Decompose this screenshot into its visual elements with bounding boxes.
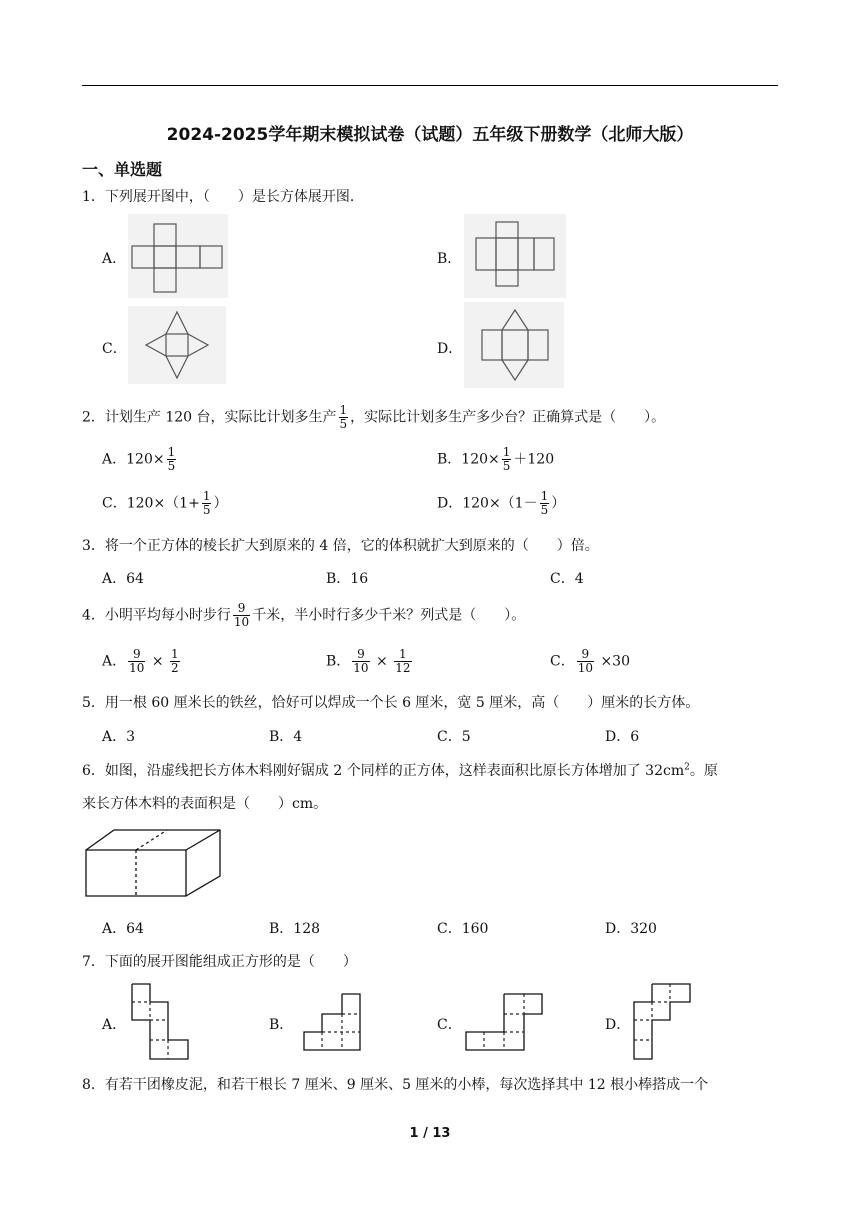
q2-stem-part2: ，实际比计划多生产多少台？正确算式是（ ）。 — [350, 409, 666, 426]
q2-option-d-num: 1 — [540, 489, 549, 503]
q2-option-d — [437, 490, 565, 517]
q4-stem-part2: 千米，半小时行多少千米？列式是（ ）。 — [252, 607, 526, 624]
q4-option-b-operator: × — [376, 653, 388, 670]
q2-option-c — [102, 490, 227, 517]
q4-fraction-den: 10 — [233, 615, 250, 629]
q1-figure-a — [128, 214, 228, 298]
q4-fraction — [233, 602, 250, 629]
q4-option-a-operator: × — [151, 653, 164, 670]
q4-option-a-f1-den: 10 — [129, 661, 145, 675]
q1-net-b — [464, 214, 566, 298]
q2-option-a-fraction — [167, 446, 177, 473]
q1-figure-c — [128, 306, 226, 384]
q6-cuboid-figure — [84, 828, 226, 898]
q1-option-c-label: C． — [102, 341, 127, 357]
q4-stem-part1: 4．小明平均每小时步行 — [82, 607, 231, 624]
q4-option-c-label: C． — [550, 653, 575, 670]
q2-option-b-fraction — [502, 446, 512, 473]
q2-option-c-fraction — [202, 490, 212, 517]
q1-figure-d — [464, 302, 564, 388]
question-6-stem-line1 — [82, 760, 718, 780]
q6-option-a: A．64 — [102, 921, 144, 937]
q4-option-c — [550, 648, 630, 675]
q5-option-a: A．3 — [102, 729, 136, 745]
q2-option-d-den: 5 — [540, 503, 549, 517]
q4-option-a-fraction-2 — [170, 648, 180, 675]
q2-option-d-label: D． — [437, 495, 463, 512]
q4-option-a-fraction-1 — [128, 648, 145, 675]
q4-option-c-num: 9 — [577, 648, 594, 662]
q2-option-a-num: 1 — [167, 445, 176, 459]
page-title: 2024-2025学年期末模拟试卷（试题）五年级下册数学（北师大版） — [166, 125, 694, 145]
q6-stem-part1: 6．如图，沿虚线把长方体木料刚好锯成 2 个同样的正方体，这样表面积比原长方体增加了 32cm — [82, 763, 685, 779]
q4-option-b — [326, 648, 414, 675]
question-1-stem: 1．下列展开图中，（ ）是长方体展开图． — [82, 189, 364, 205]
question-2-stem — [82, 404, 665, 431]
q3-option-b: B．16 — [326, 571, 369, 587]
question-5-stem: 5．用一根 60 厘米长的铁丝，恰好可以焊成一个长 6 厘米，宽 5 厘米，高（ ）厘米的长方体。 — [82, 695, 700, 711]
q2-option-c-post: ） — [213, 495, 228, 512]
q4-option-a — [102, 648, 182, 675]
q2-fraction-den: 5 — [339, 417, 348, 431]
q7-net-b — [302, 992, 366, 1054]
q7-option-c-label: C． — [437, 1017, 462, 1033]
q2-option-b-label: B． — [437, 451, 462, 468]
question-3-stem: 3．将一个正方体的棱长扩大到原来的 4 倍，它的体积就扩大到原来的（ ）倍。 — [82, 538, 599, 554]
q2-option-c-den: 5 — [202, 503, 211, 517]
question-7-stem: 7．下面的展开图能组成正方形的是（ ） — [82, 954, 357, 970]
question-6-stem-line2: 来长方体木料的表面积是（ ）cm。 — [82, 796, 328, 812]
q1-option-a-label: A． — [102, 251, 127, 267]
q5-option-d: D．6 — [605, 729, 640, 745]
q7-option-b-label: B． — [269, 1017, 294, 1033]
q2-option-b — [437, 446, 554, 473]
q6-option-c: C．160 — [437, 921, 489, 937]
q2-option-c-pre: 120×（1+ — [126, 495, 200, 512]
q2-option-c-label: C． — [102, 495, 127, 512]
q3-option-a: A．64 — [102, 571, 144, 587]
q7-net-d — [632, 982, 694, 1062]
q4-option-a-f2-den: 2 — [171, 661, 179, 675]
q2-option-c-num: 1 — [202, 489, 211, 503]
q6-stem-part2: 。原 — [689, 763, 718, 779]
q2-option-d-fraction — [540, 490, 550, 517]
q4-fraction-num: 9 — [233, 602, 250, 616]
q6-superscript: 2 — [684, 762, 690, 773]
q2-option-b-num: 1 — [502, 445, 511, 459]
q2-option-b-post: ＋120 — [513, 451, 555, 468]
q2-option-b-pre: 120× — [461, 451, 500, 468]
q1-net-c — [128, 306, 226, 384]
q4-option-b-f2-den: 12 — [395, 661, 411, 675]
q3-option-c: C．4 — [550, 571, 584, 587]
q2-fraction — [339, 404, 349, 431]
q7-net-c — [464, 992, 546, 1054]
q5-option-c: C．5 — [437, 729, 471, 745]
q4-option-b-fraction-2 — [394, 648, 411, 675]
q1-option-d-label: D． — [437, 341, 463, 357]
q4-option-b-f2-num: 1 — [394, 648, 411, 662]
q2-option-b-den: 5 — [502, 459, 511, 473]
q7-option-a-label: A． — [102, 1017, 127, 1033]
q2-option-a — [102, 446, 178, 473]
page-number: 1 / 13 — [409, 1126, 451, 1141]
q6-option-d: D．320 — [605, 921, 657, 937]
q7-net-a — [130, 982, 192, 1062]
q4-option-b-label: B． — [326, 653, 351, 670]
q1-figure-b — [464, 214, 566, 298]
q2-option-d-post: ） — [551, 495, 566, 512]
q2-fraction-num: 1 — [339, 403, 348, 417]
q7-option-d-label: D． — [605, 1017, 631, 1033]
q6-option-b: B．128 — [269, 921, 321, 937]
q2-option-a-label: A． — [102, 451, 127, 468]
q4-option-c-post: ×30 — [600, 653, 630, 670]
q2-option-a-pre: 120× — [126, 451, 165, 468]
q4-option-a-f1-num: 9 — [128, 648, 145, 662]
header-rule — [82, 85, 778, 86]
q2-option-d-pre: 120×（1－ — [462, 495, 538, 512]
question-4-stem — [82, 602, 525, 629]
section-heading: 一、单选题 — [82, 160, 163, 179]
q2-stem-part1: 2．计划生产 120 台，实际比计划多生产 — [82, 409, 337, 426]
q1-option-b-label: B． — [437, 251, 462, 267]
q4-option-b-f1-num: 9 — [352, 648, 369, 662]
q4-option-a-label: A． — [102, 653, 127, 670]
q4-option-a-f2-num: 1 — [171, 647, 179, 661]
q1-net-d — [464, 302, 564, 388]
q4-option-b-f1-den: 10 — [353, 661, 369, 675]
q2-option-a-den: 5 — [167, 459, 176, 473]
q4-option-c-fraction — [577, 648, 594, 675]
q4-option-b-fraction-1 — [352, 648, 369, 675]
question-8-stem: 8．有若干团橡皮泥，和若干根长 7 厘米、9 厘米、5 厘米的小棒，每次选择其中 12 根小棒搭成一个 — [82, 1077, 709, 1093]
q4-option-c-den: 10 — [577, 661, 593, 675]
q5-option-b: B．4 — [269, 729, 303, 745]
q1-net-a — [128, 214, 228, 298]
